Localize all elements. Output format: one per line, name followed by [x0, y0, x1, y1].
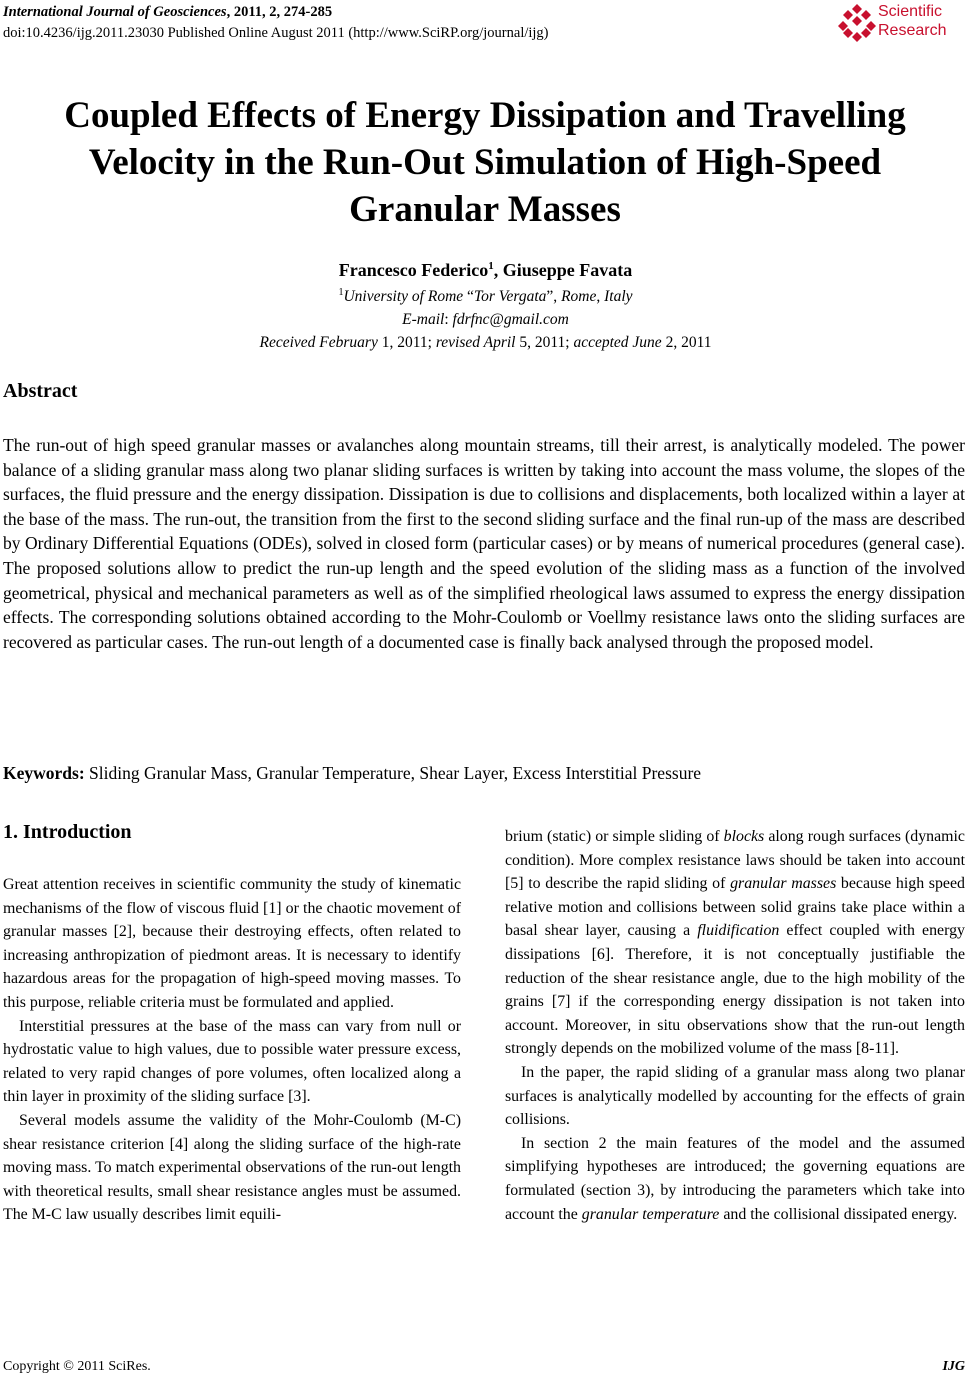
intro-paragraph-5: In the paper, the rapid sliding of a granular mass along two planar surfaces is analytically modelled by accounting for the effects of grain collisions.	[505, 1063, 965, 1129]
author-1: Francesco Federico	[338, 260, 489, 280]
publisher-logo-mark-icon	[838, 4, 876, 44]
logo-line-2: Research	[878, 22, 947, 39]
publisher-logo	[838, 2, 963, 46]
affiliation-university: University of Rome	[343, 288, 464, 306]
p4-part-b: along rough surfaces (dynamic condition). More complex resistance laws should be taken into account [5] to describe the rapid sliding of	[505, 828, 965, 893]
accepted-date: 2, 2011	[661, 334, 712, 351]
email-colon: :	[444, 311, 453, 328]
p4-term-blocks: blocks	[723, 828, 765, 845]
received-date: 1, 2011;	[377, 334, 436, 351]
footer-journal-abbr: IJG	[942, 1359, 965, 1374]
affiliation-comma: ,	[596, 288, 605, 306]
revised-label: revised April	[435, 334, 516, 351]
affiliation	[0, 287, 971, 306]
intro-paragraph-2: Interstitial pressures at the base of the mass can vary from null or hydrostatic value to high values, due to possible water pressure excess, related to very rapid changes of pore volumes, often localized along a thin layer in proximity of the sliding surface [3].	[3, 1017, 461, 1106]
abstract-heading: Abstract	[3, 380, 78, 402]
p6-part-b: and the collisional dissipated energy.	[719, 1205, 958, 1223]
p4-term-granular-masses: granular masses	[730, 875, 837, 893]
received-label: Received February	[259, 334, 378, 351]
journal-header	[3, 3, 332, 21]
affiliation-mark: 1	[338, 287, 344, 298]
intro-paragraph-3: Several models assume the validity of the Mohr-Coulomb (M-C) shear resistance criterion [4] along the sliding surface of the high-rate moving mass. To match experimental observations of the run-out length with theoretical results, small shear resistance angles must be assumed. The M-C law usually describes limit equili-	[3, 1111, 461, 1224]
left-column	[3, 873, 461, 1227]
right-column	[505, 825, 965, 1226]
footer-copyright: Copyright © 2011 SciRes.	[3, 1359, 151, 1374]
received-dates	[0, 334, 971, 352]
p4-part-d: effect coupled with energy dissipations [6]. Therefore, it is not conceptually justifiable the reduction of the shear resistance angle, due to the high mobility of the grains [7] if the corresponding energy dissipation is not taken into account. Moreover, in situ observations show that the run-out length strongly depends on the mobilized volume of the mass [8-11].	[505, 922, 965, 1058]
author-1-affil-mark: 1	[488, 260, 494, 272]
affiliation-campus: Tor Vergata	[473, 288, 547, 306]
keywords-text: Sliding Granular Mass, Granular Temperature, Shear Layer, Excess Interstitial Pressure	[84, 763, 702, 783]
journal-name: International Journal of Geosciences	[3, 4, 227, 20]
email-label: E-mail	[402, 311, 445, 328]
intro-paragraph-1: Great attention receives in scientific community the study of kinematic mechanisms of the flow of viscous fluid [1] or the chaotic movement of granular masses [2], because their destroying effects, often related to increasing anthropization of piedmont areas. It is necessary to identify hazardous areas for the propagation of high-speed moving masses. To this purpose, reliable criteria must be formulated and applied.	[3, 876, 461, 1011]
affiliation-country: Italy	[604, 288, 633, 306]
revised-date: 5, 2011;	[515, 334, 574, 351]
p4-part-a: brium (static) or simple sliding of	[505, 828, 724, 845]
affiliation-city: Rome	[561, 288, 597, 306]
p4-part-c: because high speed relative motion and collisions between solid grains take place within a basal shear layer, causing a	[505, 875, 965, 940]
author-list	[0, 260, 971, 281]
intro-paragraph-6	[505, 1132, 965, 1226]
intro-paragraph-4	[505, 825, 965, 1061]
logo-line-1: Scientific	[878, 3, 943, 20]
email-line	[0, 311, 971, 329]
publisher-logo-text	[878, 2, 946, 40]
abstract-text: The run-out of high speed granular masses or avalanches along mountain streams, till their arrest, is analytically modeled. The power balance of a sliding granular mass along two planar sliding surfaces is written by taking into account the mass volume, the slopes of the surfaces, the fluid pressure and the energy dissipation. Dissipation is due to collisions and displacements, both localized within a layer at the base of the mass. The run-out, the transition from the first to the second sliding surface and the final run-up of the mass are described by Ordinary Differential Equations (ODEs), solved in closed form (particular cases) or by means of numerical procedures (general case). The proposed solutions allow to predict the run-up length and the speed evolution of the sliding mass as a function of the involved geometrical, physical and mechanical parameters as well as of the simplified rheological laws assumed to express the energy dissipation effects. The corresponding solutions obtained according to the Mohr-Coulomb or Voellmy resistance laws onto the sliding surfaces are recovered as particular cases. The run-out length of a documented case is finally back analysed through the proposed model.	[3, 435, 965, 652]
accepted-label: accepted June	[573, 334, 662, 351]
doi-line: doi:10.4236/ijg.2011.23030 Published Online August 2011 (http://www.SciRP.org/journal/ijg)	[3, 25, 549, 41]
author-2: Giuseppe Favata	[502, 260, 633, 280]
keywords-label: Keywords:	[3, 763, 85, 783]
p6-part-a: In section 2 the main features of the model and the assumed simplifying hypotheses are introduced; the governing equations are formulated (section 3), by introducing the parameters which take into account the	[505, 1134, 965, 1223]
journal-volume: , 2011, 2, 274-285	[226, 4, 333, 20]
keywords-line	[3, 763, 965, 784]
paper-title: Coupled Effects of Energy Dissipation and Travelling Velocity in the Run-Out Simulation of High-Speed Granular Masses	[64, 95, 906, 230]
affiliation-quote-open: “	[463, 288, 474, 306]
affiliation-quote-close: ”,	[546, 288, 562, 306]
p4-term-fluidification: fluidification	[697, 922, 780, 940]
author-separator: ,	[493, 260, 503, 280]
p6-term-granular-temperature: granular temperature	[581, 1205, 720, 1223]
email-address[interactable]: fdrfnc@gmail.com	[452, 311, 569, 328]
section-heading-introduction: 1. Introduction	[3, 821, 132, 843]
